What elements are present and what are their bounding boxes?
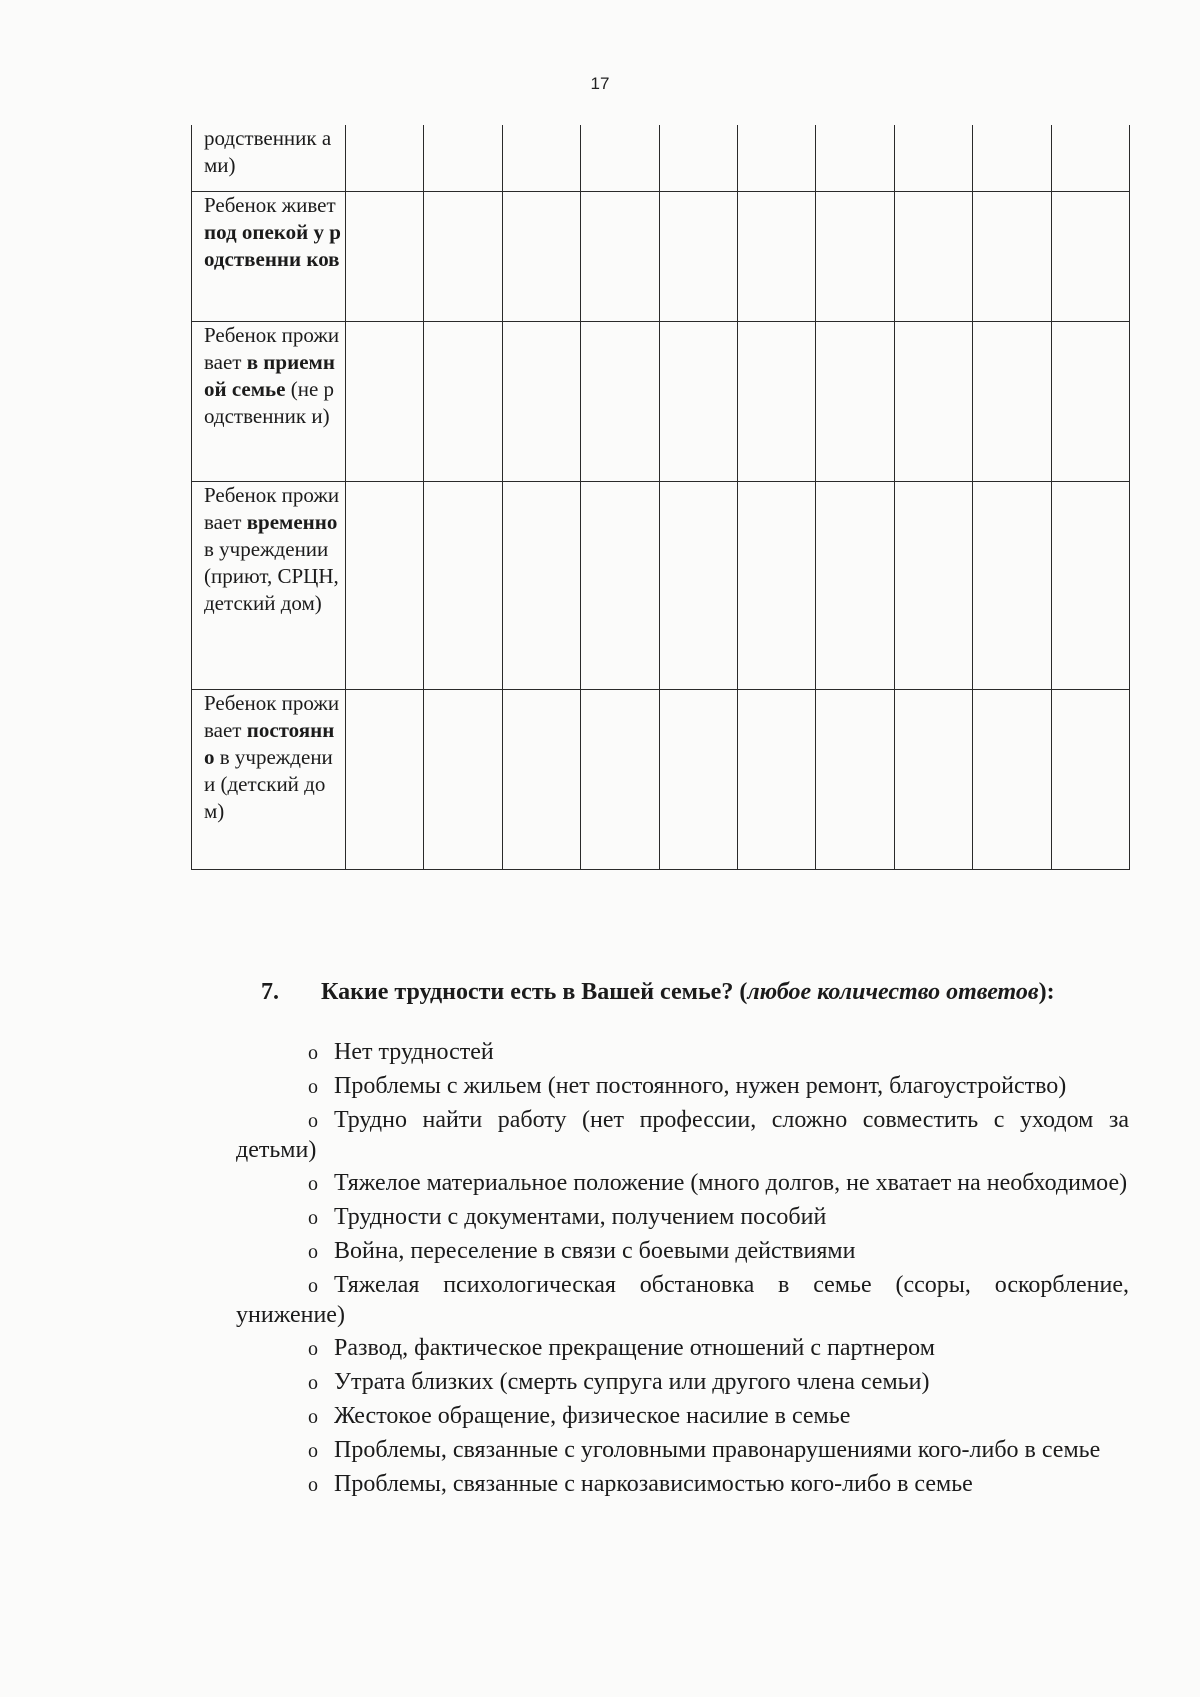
answer-cell[interactable] — [659, 125, 737, 191]
answer-cell[interactable] — [581, 191, 659, 321]
question-hint: любое количество ответов — [747, 979, 1039, 1005]
answer-cell[interactable] — [816, 689, 894, 869]
answer-option-text: Нет трудностей — [334, 1039, 494, 1065]
answer-cell[interactable] — [737, 689, 815, 869]
answer-cell[interactable] — [973, 689, 1051, 869]
answer-cell[interactable] — [894, 191, 972, 321]
answer-cell[interactable] — [737, 125, 815, 191]
answer-option[interactable] — [191, 1470, 1129, 1500]
checkbox-circle-icon[interactable]: o — [308, 1338, 318, 1360]
answer-option[interactable] — [191, 1237, 1129, 1267]
answer-cell[interactable] — [973, 125, 1051, 191]
question-7-title — [191, 978, 1129, 1007]
answer-cell[interactable] — [816, 191, 894, 321]
answer-cell[interactable] — [581, 321, 659, 481]
answer-cell[interactable] — [816, 321, 894, 481]
checkbox-circle-icon[interactable]: o — [308, 1207, 318, 1229]
answer-option[interactable] — [191, 1334, 1129, 1364]
answer-cell[interactable] — [894, 689, 972, 869]
hint-close-paren: ): — [1038, 979, 1055, 1005]
table-row — [192, 481, 1130, 689]
answer-option-text: Проблемы с жильем (нет постоянного, нужен ремонт, благоустройство) — [334, 1073, 1067, 1099]
answer-cell[interactable] — [502, 689, 580, 869]
row-label: Ребенок проживает в приемной семье (не родственник и) — [192, 321, 346, 481]
answer-cell[interactable] — [346, 481, 424, 689]
question-number: 7. — [261, 979, 279, 1005]
answer-option-text: Тяжелая психологическая обстановка в семье (ссоры, оскорбление, унижение) — [236, 1272, 1129, 1328]
answer-cell[interactable] — [424, 125, 502, 191]
answer-cell[interactable] — [1051, 481, 1129, 689]
answer-cell[interactable] — [502, 321, 580, 481]
checkbox-circle-icon[interactable]: o — [308, 1406, 318, 1428]
answer-option[interactable] — [191, 1368, 1129, 1398]
checkbox-circle-icon[interactable]: o — [308, 1275, 318, 1297]
answer-cell[interactable] — [737, 481, 815, 689]
answer-cell[interactable] — [424, 481, 502, 689]
answer-cell[interactable] — [502, 481, 580, 689]
answer-option[interactable] — [191, 1402, 1129, 1432]
row-label: Ребенок проживает временно в учреждении (приют, СРЦН, детский дом) — [192, 481, 346, 689]
checkbox-circle-icon[interactable]: o — [308, 1241, 318, 1263]
answer-cell[interactable] — [816, 125, 894, 191]
answer-option-text: Утрата близких (смерть супруга или другого члена семьи) — [334, 1369, 930, 1395]
answer-cell[interactable] — [346, 689, 424, 869]
answer-option-text: Жестокое обращение, физическое насилие в семье — [334, 1403, 851, 1429]
answer-option[interactable] — [191, 1038, 1129, 1068]
checkbox-circle-icon[interactable]: o — [308, 1440, 318, 1462]
row-label: родственник ами) — [192, 125, 346, 191]
answer-cell[interactable] — [894, 125, 972, 191]
question-text: Какие трудности есть в Вашей семье? — [321, 979, 734, 1005]
checkbox-circle-icon[interactable]: o — [308, 1076, 318, 1098]
family-situation-table — [191, 125, 1130, 870]
row-label: Ребенок проживает постоянно в учреждении (детский дом) — [192, 689, 346, 869]
answer-cell[interactable] — [894, 321, 972, 481]
answer-cell[interactable] — [737, 321, 815, 481]
answer-cell[interactable] — [973, 191, 1051, 321]
answer-cell[interactable] — [659, 191, 737, 321]
answer-cell[interactable] — [894, 481, 972, 689]
answer-option[interactable] — [191, 1436, 1129, 1466]
answer-cell[interactable] — [973, 321, 1051, 481]
table-row — [192, 125, 1130, 191]
answer-option-text: Развод, фактическое прекращение отношений с партнером — [334, 1335, 935, 1361]
table-row — [192, 321, 1130, 481]
answer-cell[interactable] — [1051, 191, 1129, 321]
checkbox-circle-icon[interactable]: o — [308, 1474, 318, 1496]
answer-option[interactable] — [191, 1072, 1129, 1102]
answer-cell[interactable] — [659, 689, 737, 869]
checkbox-circle-icon[interactable]: o — [308, 1042, 318, 1064]
answer-option[interactable] — [191, 1271, 1129, 1330]
answer-option-text: Война, переселение в связи с боевыми действиями — [334, 1238, 856, 1264]
answer-cell[interactable] — [659, 481, 737, 689]
table-row — [192, 191, 1130, 321]
answer-cell[interactable] — [346, 321, 424, 481]
answer-cell[interactable] — [502, 191, 580, 321]
checkbox-circle-icon[interactable]: o — [308, 1173, 318, 1195]
answer-cell[interactable] — [659, 321, 737, 481]
answer-cell[interactable] — [424, 191, 502, 321]
answer-cell[interactable] — [816, 481, 894, 689]
answer-cell[interactable] — [973, 481, 1051, 689]
page-number: 17 — [590, 74, 610, 93]
hint-open-paren: ( — [739, 979, 748, 1005]
answer-cell[interactable] — [1051, 125, 1129, 191]
answer-option[interactable] — [191, 1106, 1129, 1165]
answer-cell[interactable] — [581, 125, 659, 191]
answer-option[interactable] — [191, 1203, 1129, 1233]
answer-cell[interactable] — [581, 689, 659, 869]
checkbox-circle-icon[interactable]: o — [308, 1110, 318, 1132]
row-label: Ребенок живет под опекой у родственни ков — [192, 191, 346, 321]
answer-cell[interactable] — [502, 125, 580, 191]
answer-option-text: Проблемы, связанные с уголовными правонарушениями кого-либо в семье — [334, 1437, 1101, 1463]
answer-option-text: Трудности с документами, получением пособий — [334, 1204, 827, 1230]
answer-option-text: Тяжелое материальное положение (много долгов, не хватает на необходимое) — [334, 1170, 1128, 1196]
answer-cell[interactable] — [1051, 321, 1129, 481]
checkbox-circle-icon[interactable]: o — [308, 1372, 318, 1394]
answer-option[interactable] — [191, 1169, 1129, 1199]
answer-cell[interactable] — [424, 689, 502, 869]
answer-cell[interactable] — [581, 481, 659, 689]
answer-cell[interactable] — [424, 321, 502, 481]
answer-cell[interactable] — [737, 191, 815, 321]
answer-option-text: Проблемы, связанные с наркозависимостью кого-либо в семье — [334, 1471, 973, 1497]
table-row — [192, 689, 1130, 869]
answer-cell[interactable] — [1051, 689, 1129, 869]
answer-options-list — [191, 1038, 1129, 1504]
answer-cell[interactable] — [346, 191, 424, 321]
answer-cell[interactable] — [346, 125, 424, 191]
answer-option-text: Трудно найти работу (нет профессии, сложно совместить с уходом за детьми) — [236, 1107, 1129, 1163]
